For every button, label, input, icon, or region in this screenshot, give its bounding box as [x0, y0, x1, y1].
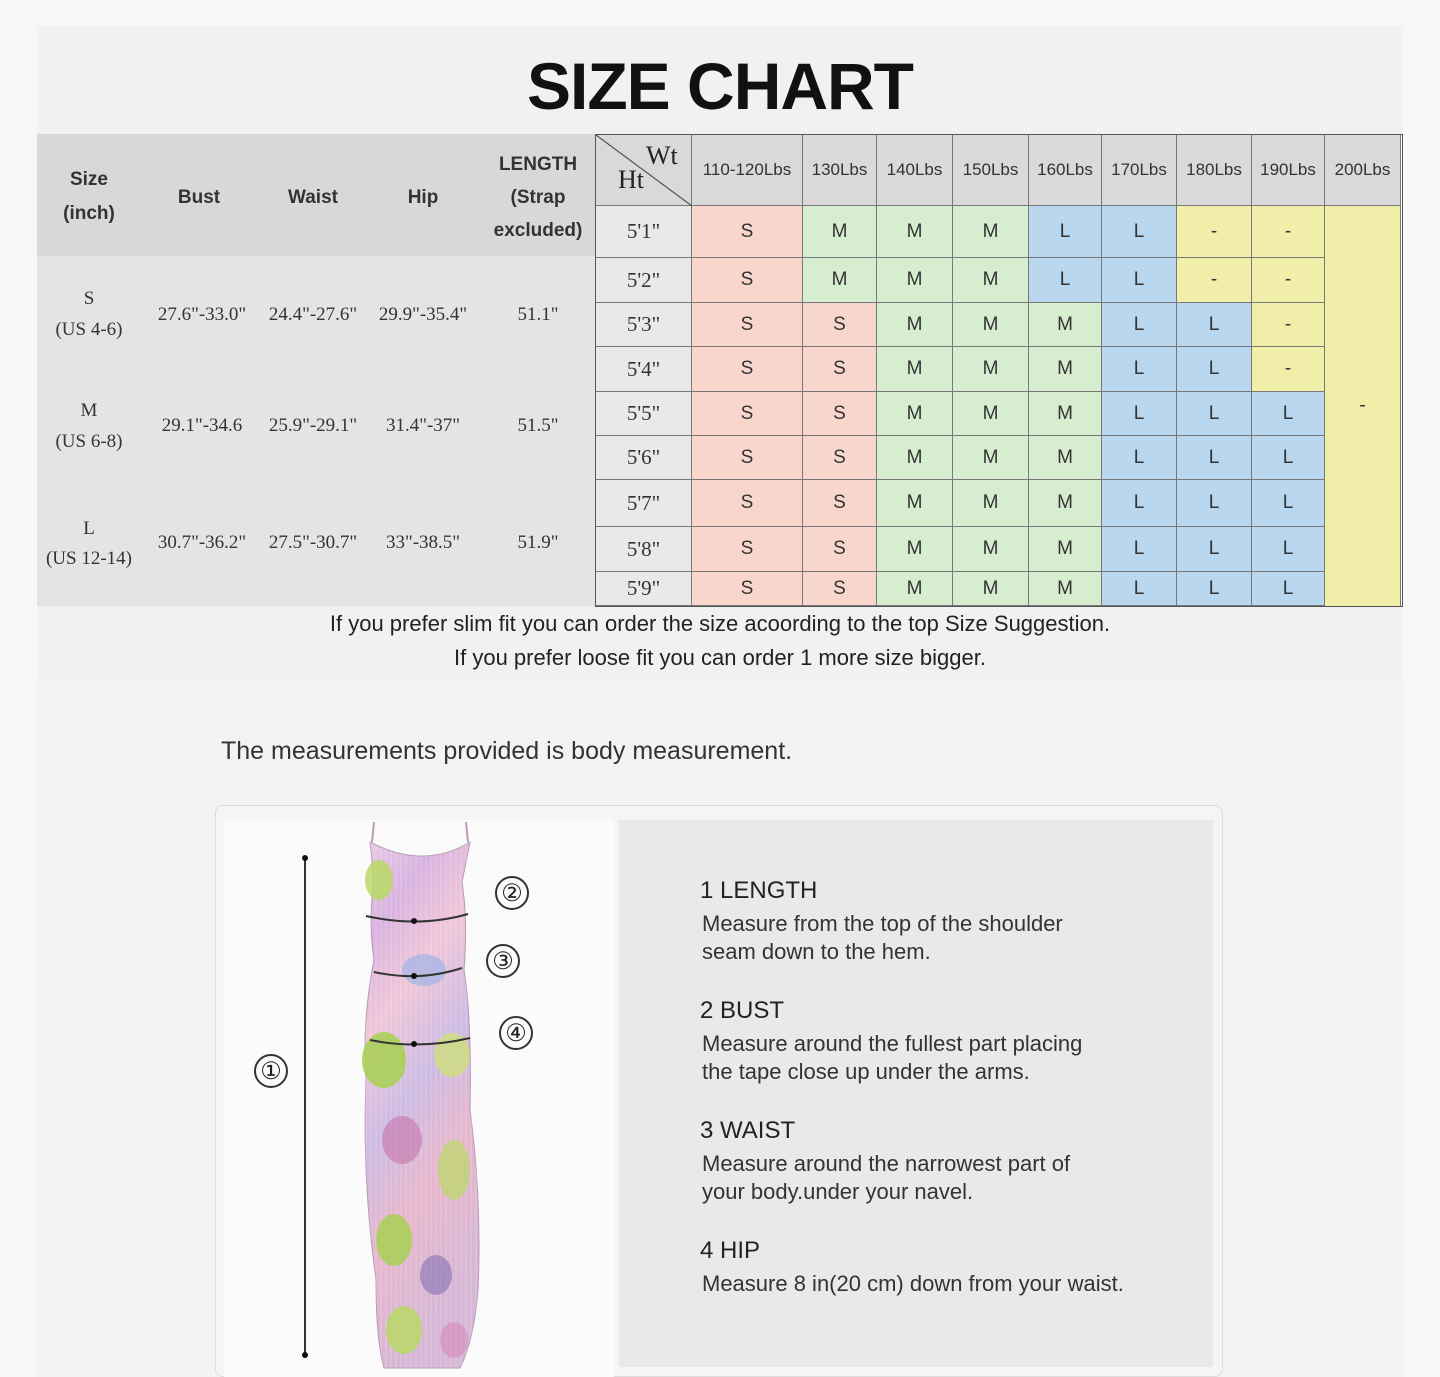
height-label: 5'7": [596, 480, 692, 527]
size-suggestion-cell: M: [953, 527, 1029, 572]
row-s-length: 51.1": [517, 304, 559, 325]
size-suggestion-cell: L: [1252, 480, 1325, 527]
row-m-us: (US 6-8): [55, 431, 123, 452]
size-suggestion-cell: M: [953, 572, 1029, 606]
row-m-bust: 29.1"-34.6: [161, 415, 243, 436]
size-suggestion-cell: S: [803, 436, 877, 480]
row-l-us: (US 12-14): [45, 548, 133, 569]
waist-heading: 3 WAIST: [700, 1117, 796, 1144]
size-suggestion-cell: -: [1252, 206, 1325, 258]
size-suggestion-cell: M: [953, 206, 1029, 258]
size-suggestion-cell: S: [803, 572, 877, 606]
note-slim-fit: If you prefer slim fit you can order the size acoording to the top Size Suggestion.: [329, 611, 1111, 636]
size-suggestion-cell: M: [877, 572, 953, 606]
height-label: 5'2": [596, 258, 692, 303]
header-hip: Hip: [407, 187, 439, 208]
height-label: 5'9": [596, 572, 692, 606]
size-suggestion-cell: S: [692, 258, 803, 303]
row-m-length: 51.5": [517, 415, 559, 436]
size-suggestion-cell: M: [1029, 303, 1102, 347]
size-suggestion-cell: L: [1029, 258, 1102, 303]
size-suggestion-cell: M: [953, 392, 1029, 436]
body-measurement-note: The measurements provided is body measurement.: [221, 737, 793, 765]
row-s-us: (US 4-6): [55, 319, 123, 340]
size-suggestion-cell: L: [1177, 527, 1252, 572]
size-suggestion-cell: M: [877, 206, 953, 258]
weight-header: 170Lbs: [1102, 135, 1177, 206]
size-suggestion-cell: S: [692, 572, 803, 606]
size-suggestion-cell: M: [1029, 392, 1102, 436]
height-label: 5'1": [596, 206, 692, 258]
size-suggestion-cell: L: [1102, 436, 1177, 480]
row-s-hip: 29.9"-35.4": [378, 304, 468, 325]
height-label: 5'6": [596, 436, 692, 480]
grid-corner: [596, 135, 692, 206]
size-suggestion-cell: S: [692, 347, 803, 392]
size-suggestion-cell: S: [692, 527, 803, 572]
size-suggestion-cell: M: [877, 258, 953, 303]
size-suggestion-cell: L: [1177, 347, 1252, 392]
size-suggestion-cell: L: [1177, 436, 1252, 480]
size-suggestion-cell: M: [877, 392, 953, 436]
header-waist: Waist: [288, 187, 338, 208]
weight-header: 180Lbs: [1177, 135, 1252, 206]
size-suggestion-cell: -: [1177, 206, 1252, 258]
size-suggestion-cell: L: [1102, 572, 1177, 606]
length-desc-line2: seam down to the hem.: [702, 939, 931, 964]
size-suggestion-cell: M: [803, 206, 877, 258]
size-suggestion-cell: L: [1177, 480, 1252, 527]
height-label: 5'5": [596, 392, 692, 436]
hip-heading: 4 HIP: [700, 1237, 761, 1264]
weight-header: 190Lbs: [1252, 135, 1325, 206]
marker-length: ①: [254, 1054, 288, 1088]
header-size-unit: (inch): [63, 203, 115, 224]
length-heading: 1 LENGTH: [700, 877, 818, 904]
size-suggestion-cell: L: [1102, 527, 1177, 572]
height-label: 5'3": [596, 303, 692, 347]
dress-illustration: [224, 820, 614, 1377]
size-suggestion-cell: M: [953, 347, 1029, 392]
row-l-size: L: [83, 518, 95, 539]
row-l-hip: 33"-38.5": [385, 532, 461, 553]
height-label: 5'8": [596, 527, 692, 572]
note-loose-fit: If you prefer loose fit you can order 1 more size bigger.: [454, 645, 986, 670]
waist-desc-line1: Measure around the narrowest part of: [702, 1151, 1071, 1176]
marker-waist: ③: [486, 944, 520, 978]
size-suggestion-cell: L: [1177, 303, 1252, 347]
size-suggestion-cell: M: [953, 303, 1029, 347]
height-label: 5'4": [596, 347, 692, 392]
size-suggestion-cell: L: [1102, 258, 1177, 303]
dress-figure-panel: [224, 820, 614, 1377]
weight-header: 130Lbs: [803, 135, 877, 206]
size-suggestion-cell: M: [877, 347, 953, 392]
marker-bust: ②: [495, 876, 529, 910]
row-s-bust: 27.6"-33.0": [157, 304, 247, 325]
bust-desc-line1: Measure around the fullest part placing: [702, 1031, 1083, 1056]
header-length: LENGTH: [498, 154, 578, 175]
size-suggestion-cell: S: [692, 436, 803, 480]
row-m-hip: 31.4"-37": [385, 415, 461, 436]
header-length-note2: excluded): [493, 220, 583, 241]
size-suggestion-cell: -: [1177, 258, 1252, 303]
row-s-waist: 24.4"-27.6": [268, 304, 358, 325]
size-suggestion-cell: L: [1102, 392, 1177, 436]
bust-heading: 2 BUST: [700, 997, 785, 1024]
header-bust: Bust: [177, 187, 221, 208]
size-suggestion-cell: M: [877, 436, 953, 480]
size-suggestion-grid: [595, 134, 1403, 607]
size-suggestion-cell: -: [1252, 303, 1325, 347]
size-suggestion-cell: L: [1102, 480, 1177, 527]
size-suggestion-cell: M: [1029, 572, 1102, 606]
size-suggestion-cell: S: [803, 527, 877, 572]
header-length-note1: (Strap: [510, 187, 566, 208]
size-suggestion-cell: L: [1029, 206, 1102, 258]
size-suggestion-cell: L: [1102, 206, 1177, 258]
size-suggestion-cell: L: [1102, 303, 1177, 347]
size-suggestion-cell: L: [1252, 572, 1325, 606]
size-suggestion-cell: M: [877, 480, 953, 527]
corner-weight-label: Wt: [646, 141, 678, 170]
size-suggestion-cell: L: [1252, 436, 1325, 480]
size-suggestion-cell: S: [692, 480, 803, 527]
size-suggestion-cell: L: [1102, 347, 1177, 392]
size-suggestion-cell: S: [692, 206, 803, 258]
row-m-waist: 25.9"-29.1": [268, 415, 358, 436]
weight-header: 160Lbs: [1029, 135, 1102, 206]
waist-desc-line2: your body.under your navel.: [702, 1179, 974, 1204]
page-title: SIZE CHART: [527, 49, 913, 123]
size-suggestion-cell: M: [803, 258, 877, 303]
row-m-size: M: [80, 400, 98, 421]
measurement-table-header: [37, 134, 595, 256]
weight-header: 150Lbs: [953, 135, 1029, 206]
size-suggestion-cell: M: [953, 436, 1029, 480]
measurement-table: [37, 134, 595, 606]
row-l-bust: 30.7"-36.2": [157, 532, 247, 553]
hip-desc-line1: Measure 8 in(20 cm) down from your waist.: [702, 1271, 1124, 1296]
weight-header: 140Lbs: [877, 135, 953, 206]
size-suggestion-cell: S: [692, 392, 803, 436]
row-l-waist: 27.5"-30.7": [268, 532, 358, 553]
size-suggestion-200lbs-cell: -: [1325, 206, 1401, 606]
header-size: Size: [69, 169, 109, 190]
size-suggestion-cell: S: [803, 392, 877, 436]
size-suggestion-cell: L: [1177, 392, 1252, 436]
size-suggestion-cell: S: [803, 480, 877, 527]
size-suggestion-cell: L: [1252, 392, 1325, 436]
bust-desc-line2: the tape close up under the arms.: [702, 1059, 1030, 1084]
row-l-length: 51.9": [517, 532, 559, 553]
weight-header: 200Lbs: [1325, 135, 1401, 206]
weight-header: 110-120Lbs: [692, 135, 803, 206]
size-suggestion-cell: -: [1252, 258, 1325, 303]
size-suggestion-cell: L: [1252, 527, 1325, 572]
size-suggestion-cell: S: [692, 303, 803, 347]
size-suggestion-cell: M: [877, 303, 953, 347]
length-desc-line1: Measure from the top of the shoulder: [702, 911, 1063, 936]
corner-height-label: Ht: [618, 165, 644, 194]
size-suggestion-cell: S: [803, 347, 877, 392]
size-suggestion-cell: M: [1029, 436, 1102, 480]
size-suggestion-cell: L: [1177, 572, 1252, 606]
size-suggestion-cell: M: [1029, 527, 1102, 572]
size-suggestion-cell: M: [953, 258, 1029, 303]
size-suggestion-cell: M: [953, 480, 1029, 527]
size-suggestion-cell: -: [1252, 347, 1325, 392]
size-suggestion-cell: M: [877, 527, 953, 572]
size-suggestion-cell: S: [803, 303, 877, 347]
size-suggestion-cell: M: [1029, 480, 1102, 527]
size-suggestion-cell: M: [1029, 347, 1102, 392]
marker-hip: ④: [499, 1016, 533, 1050]
row-s-size: S: [83, 288, 95, 309]
